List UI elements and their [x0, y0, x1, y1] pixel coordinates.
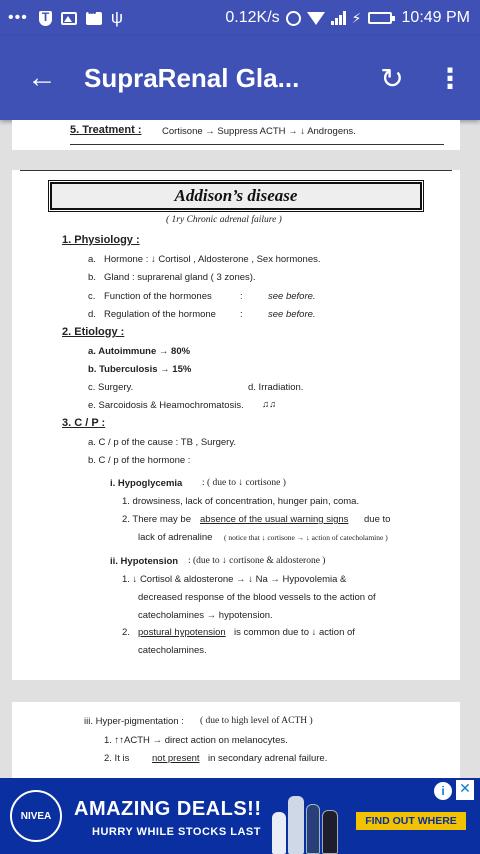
list-item: 2.	[122, 627, 130, 638]
signal-icon	[331, 11, 346, 25]
wifi-icon	[307, 12, 325, 25]
more-options-icon[interactable]: ⋮	[436, 62, 464, 94]
hypotension-heading: ii. Hypotension	[110, 556, 179, 567]
pdf-viewer[interactable]	[0, 120, 480, 778]
highlighted-text: absence of the usual warning signs	[200, 514, 349, 525]
pdf-page	[12, 170, 460, 680]
highlighted-text: postural hypotension	[138, 627, 226, 638]
list-item: b. C / p of the hormone :	[88, 455, 191, 466]
list-item: 2. It is	[104, 753, 130, 764]
list-item: due to	[364, 514, 391, 525]
usb-icon: ψ	[110, 8, 123, 27]
list-item: a. C / p of the cause : TB , Surgery.	[88, 437, 237, 448]
back-arrow-icon[interactable]: ←	[27, 61, 57, 94]
find-out-where-button[interactable]: FIND OUT WHERE	[356, 812, 466, 830]
list-item: Gland : suprarenal gland ( 3 zones).	[104, 272, 256, 283]
ad-title: AMAZING DEALS!!	[74, 798, 262, 820]
ad-subtitle: HURRY WHILE STOCKS LAST	[92, 826, 261, 838]
ad-banner[interactable]	[0, 778, 480, 854]
list-item: d. Irradiation.	[248, 382, 304, 393]
page-title: SupraRenal Gla...	[84, 62, 300, 93]
shield-icon	[39, 11, 52, 26]
image-icon	[61, 12, 77, 25]
hypoglycemia-note: : ( due to ↓ cortisone )	[202, 478, 286, 488]
adchoices-icon[interactable]: i	[434, 782, 452, 800]
charging-icon: ⚡	[351, 9, 362, 26]
battery-icon	[368, 12, 392, 24]
pdf-page	[12, 702, 460, 778]
divider	[20, 170, 452, 171]
physiology-heading: 1. Physiology :	[62, 234, 140, 246]
hyperpigmentation-note: ( due to high level of ACTH )	[200, 716, 313, 726]
clock: 10:49 PM	[401, 9, 470, 26]
list-item: b. Tuberculosis → 15%	[88, 364, 192, 375]
disease-heading: Addison’s disease	[50, 182, 422, 210]
cp-heading: 3. C / P :	[62, 417, 106, 429]
treatment-label: 5. Treatment :	[70, 124, 142, 136]
highlighted-text: not present	[152, 753, 200, 764]
list-item: Function of the hormones	[104, 291, 212, 302]
list-item-letter: a.	[88, 254, 96, 265]
app-bar	[0, 36, 480, 120]
list-item: e. Sarcoidosis & Heamochromatosis.	[88, 400, 244, 411]
hypotension-note: : (due to ↓ cortisone & aldosterone )	[188, 556, 326, 566]
colon: :	[240, 291, 243, 302]
etiology-heading: 2. Etiology :	[62, 326, 125, 338]
pdf-page	[12, 120, 460, 150]
product-bottles-image	[268, 782, 348, 854]
overflow-notifications-icon: •••	[8, 9, 28, 26]
hypoglycemia-heading: i. Hypoglycemia	[110, 478, 183, 489]
list-item-value: see before.	[268, 291, 316, 302]
list-item: 1. drowsiness, lack of concentration, hunger pain, coma.	[122, 496, 360, 507]
network-speed: 0.12K/s	[225, 9, 280, 26]
colon: :	[240, 309, 243, 320]
disease-subheading: ( 1ry Chronic adrenal failure )	[166, 215, 282, 225]
list-item: a. Autoimmune → 80%	[88, 346, 191, 357]
list-item-value: see before.	[268, 309, 316, 320]
status-bar	[0, 0, 480, 36]
list-item: is common due to ↓ action of	[234, 627, 355, 638]
treatment-text: Cortisone → Suppress ACTH → ↓ Androgens.	[162, 126, 356, 137]
list-item: c. Surgery.	[88, 382, 134, 393]
list-item: decreased response of the blood vessels to the action of	[138, 592, 376, 603]
list-item: 1. ↑↑ACTH → direct action on melanocytes.	[104, 735, 288, 746]
list-item-letter: b.	[88, 272, 96, 283]
list-item: 1. ↓ Cortisol & aldosterone → ↓ Na → Hypovolemia &	[122, 574, 347, 585]
nivea-logo: NIVEA	[10, 790, 62, 842]
hyperpigmentation-heading: iii. Hyper-pigmentation :	[84, 716, 184, 727]
list-item: Regulation of the hormone	[104, 309, 216, 320]
list-item-letter: c.	[88, 291, 96, 302]
refresh-icon[interactable]: ↻	[380, 62, 404, 94]
list-item: in secondary adrenal failure.	[208, 753, 328, 764]
note: ( notice that ↓ cortisone → ↓ action of catecholamine )	[224, 533, 388, 542]
alarm-icon	[286, 11, 301, 26]
music-note-icon: ♫♫	[262, 399, 277, 410]
message-icon	[86, 12, 102, 25]
list-item: Hormone : ↓ Cortisol , Aldosterone , Sex hormones.	[104, 254, 321, 265]
list-item-letter: d.	[88, 309, 96, 320]
list-item: catecholamines.	[138, 645, 207, 656]
divider	[70, 144, 444, 145]
list-item: lack of adrenaline	[138, 532, 213, 543]
list-item: 2. There may be	[122, 514, 192, 525]
list-item: catecholamines → hypotension.	[138, 610, 273, 621]
close-icon[interactable]: ✕	[456, 780, 474, 800]
